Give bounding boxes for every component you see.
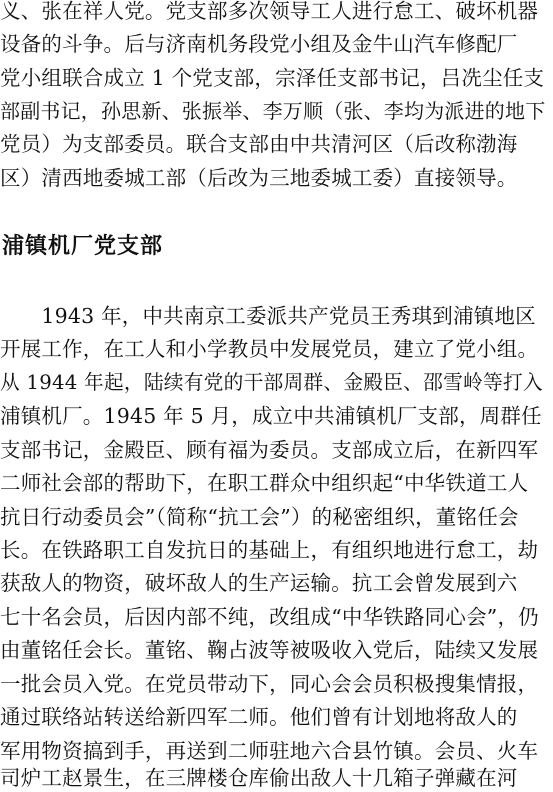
body-text-line: 1943 年，中共南京工委派共产党员王秀琪到浦镇地区: [0, 304, 536, 328]
body-text-line: 浦镇机厂。1945 年 5 月，成立中共浦镇机厂支部，周群任: [0, 404, 542, 428]
body-text-line: 设备的斗争。后与济南机务段党小组及金牛山汽车修配厂: [0, 32, 518, 56]
body-text-line: 由董铭任会长。董铭、鞠占波等被吸收入党后，陆续又发展: [0, 638, 539, 662]
body-text-line: 获敌人的物资，破坏敌人的生产运输。抗工会曾发展到六: [0, 571, 518, 595]
body-text-line: 长。在铁路职工自发抗日的基础上，有组织地进行怠工，劫: [0, 538, 539, 562]
body-text-line: 七十名会员，后因内部不纯，改组成“中华铁路同心会”，仍: [0, 605, 539, 629]
body-text-line: 通过联络站转送给新四军二师。他们曾有计划地将敌人的: [0, 705, 518, 729]
body-text-line: 一批会员入党。在党员带动下，同心会会员积极搜集情报，: [0, 672, 539, 696]
body-text-line: 支部书记，金殿臣、顾有福为委员。支部成立后，在新四军: [0, 438, 539, 462]
body-text-line: 从 1944 年起，陆续有党的干部周群、金殿臣、邵雪岭等打入: [0, 371, 543, 394]
body-text-line: 开展工作，在工人和小学教员中发展党员，建立了党小组。: [0, 337, 539, 361]
body-text-line: 义、张在祥人党。党支部多次领导工人进行怠工、破坏机器: [0, 0, 539, 23]
body-text-line: 部副书记，孙思新、张振举、李万顺（张、李均为派进的地下: [0, 99, 546, 123]
body-text-line: 党员）为支部委员。联合支部由中共清河区（后改称渤海: [0, 132, 518, 156]
body-text-line: 党小组联合成立 1 个党支部，宗泽任支部书记，吕冼尘任支: [0, 66, 545, 90]
body-text-line: 抗日行动委员会”（简称“抗工会”）的秘密组织，董铭任会: [0, 505, 519, 529]
body-text-line: 二师社会部的帮助下，在职工群众中组织起“中华铁道工人: [0, 471, 529, 495]
body-text-line: 军用物资搞到手，再送到二师驻地六合县竹镇。会员、火车: [0, 739, 539, 763]
body-text-line: 司炉工赵景生，在三牌楼仓库偷出敌人十几箱子弹藏在河: [0, 766, 518, 790]
body-text-line: 区）清西地委城工部（后改为三地委城工委）直接领导。: [0, 166, 518, 190]
section-heading: 浦镇机厂党支部: [2, 234, 164, 259]
